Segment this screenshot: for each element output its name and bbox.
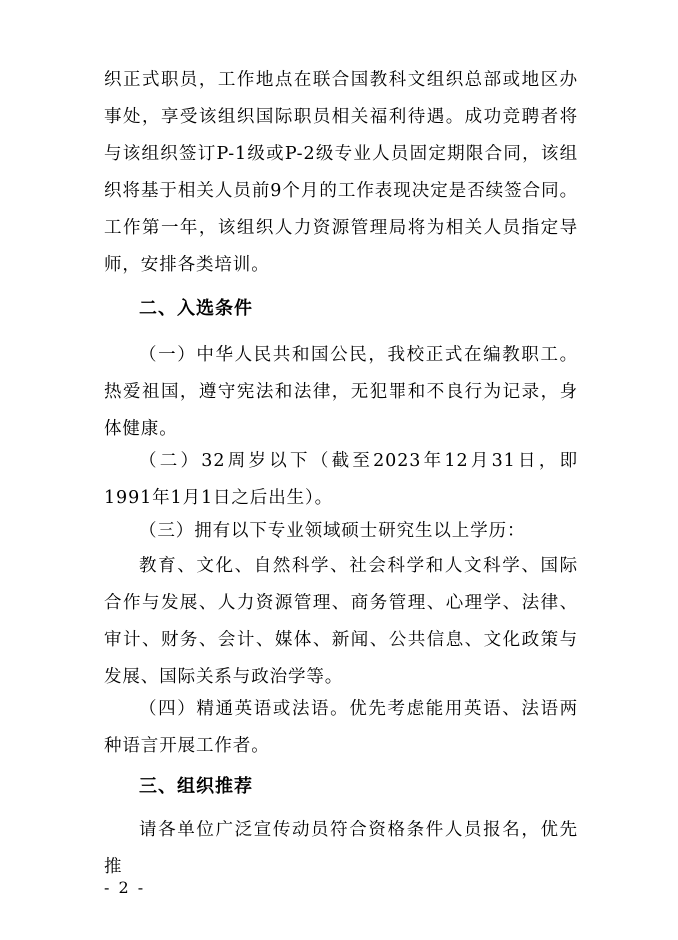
paragraph-criterion-education: （三）拥有以下专业领域硕士研究生以上学历：: [139, 521, 526, 541]
page-number: - 2 -: [104, 878, 146, 897]
paragraph-fields-list: 教育、文化、自然科学、社会科学和人文科学、国际合作与发展、人力资源管理、商务管理、心理学、法律、审计、财务、会计、媒体、新闻、公共信息、文化政策与发展、国际关系与政治学等。: [104, 556, 578, 687]
paragraph-criterion-language: （四）精通英语或法语。优先考虑能用英语、法语两种语言开展工作者。: [104, 699, 578, 756]
section-heading-eligibility: 二、入选条件: [139, 298, 253, 319]
paragraph-criterion-age: （二）32周岁以下（截至2023年12月31日，即1991年1月1日之后出生）。: [104, 451, 578, 508]
section-heading-recommendation: 三、组织推荐: [139, 776, 253, 797]
paragraph-employment-terms: 织正式职员，工作地点在联合国教科文组织总部或地区办事处，享受该组织国际职员相关福利待遇。成功竞聘者将与该组织签订P-1级或P-2级专业人员固定期限合同，该组织将基于相关人员前9个月的工作表现决定是否续签合同。工作第一年，该组织人力资源管理局将为相关人员指定导师，安排各类培训。: [104, 70, 578, 275]
paragraph-criterion-citizenship: （一）中华人民共和国公民，我校正式在编教职工。热爱祖国，遵守宪法和法律，无犯罪和不良行为记录，身体健康。: [104, 345, 578, 439]
paragraph-recommendation: 请各单位广泛宣传动员符合资格条件人员报名，优先推: [104, 820, 578, 877]
